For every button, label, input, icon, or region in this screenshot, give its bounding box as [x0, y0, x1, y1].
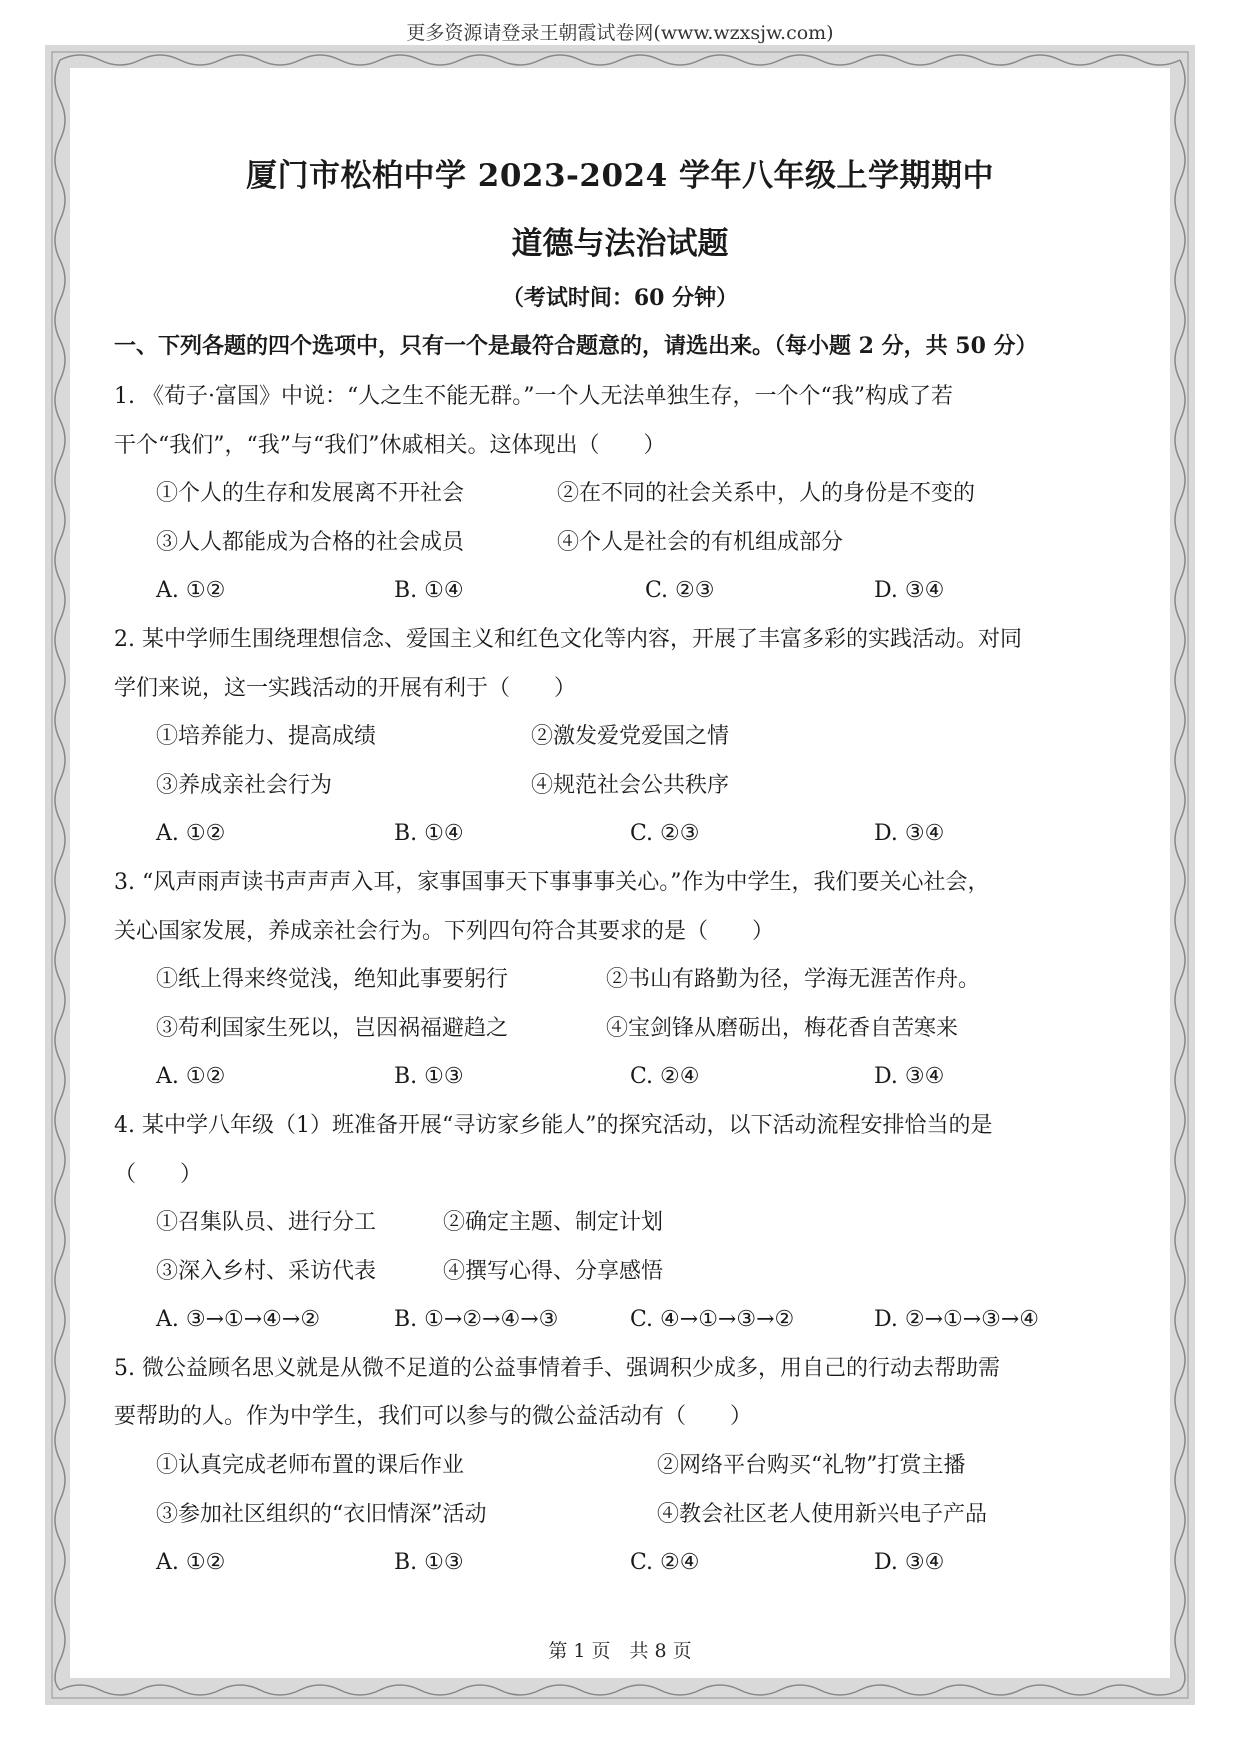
choice-row [114, 1539, 1128, 1588]
statement-row [114, 762, 1128, 811]
statement-item: ①个人的生存和发展离不开社会 [156, 481, 465, 507]
choice-row [114, 1053, 1128, 1102]
exam-time: （考试时间：60 分钟） [501, 285, 739, 311]
statement-item: ③参加社区组织的“衣旧情深”活动 [156, 1501, 487, 1527]
choice-b[interactable]: B. ①④ [394, 578, 464, 604]
statement-item: ③苟利国家生死以，岂因祸福避趋之 [156, 1015, 509, 1041]
choice-a[interactable]: A. ①② [156, 1550, 226, 1576]
statement-item: ④教会社区老人使用新兴电子产品 [657, 1501, 988, 1527]
section-heading: 一、下列各题的四个选项中，只有一个是最符合题意的，请选出来。（每小题 2 分，共 50 分） [114, 333, 1038, 359]
statement-row [114, 1199, 1128, 1248]
choice-row [114, 1296, 1128, 1345]
exam-title: 厦门市松柏中学 2023-2024 学年八年级上学期期中 [245, 158, 994, 194]
choice-c[interactable]: C. ②④ [630, 1550, 700, 1576]
choice-c[interactable]: C. ②④ [630, 1064, 700, 1090]
statement-item: ②激发爱党爱国之情 [531, 724, 730, 750]
choice-c[interactable]: C. ②③ [630, 821, 700, 847]
statement-item: ④个人是社会的有机组成部分 [557, 529, 844, 555]
choice-a[interactable]: A. ①② [156, 578, 226, 604]
statement-item: ②网络平台购买“礼物”打赏主播 [657, 1453, 966, 1479]
statement-item: ②确定主题、制定计划 [443, 1210, 664, 1236]
exam-subject-title: 道德与法治试题 [511, 226, 729, 262]
choice-d[interactable]: D. ③④ [874, 578, 945, 604]
statement-row [114, 956, 1128, 1005]
statement-row [114, 1442, 1128, 1491]
choice-b[interactable]: B. ①③ [394, 1550, 464, 1576]
statement-item: ②书山有路勤为径，学海无涯苦作舟。 [606, 967, 981, 993]
statement-item: ①认真完成老师布置的课后作业 [156, 1453, 465, 1479]
question-stem: 5. 微公益顾名思义就是从微不足道的公益事情着手、强调积少成多，用自己的行动去帮助需 [114, 1355, 1000, 1381]
statement-item: ①纸上得来终觉浅，绝知此事要躬行 [156, 967, 509, 993]
choice-d[interactable]: D. ②→①→③→④ [874, 1307, 1040, 1333]
statement-row [114, 519, 1128, 568]
watermark-text: 更多资源请登录王朝霞试卷网(www.wzxsjw.com) [406, 22, 834, 44]
choice-c[interactable]: C. ②③ [645, 578, 715, 604]
choice-row [114, 567, 1128, 616]
question-stem: 要帮助的人。作为中学生，我们可以参与的微公益活动有（ ） [114, 1404, 753, 1430]
statement-item: ②在不同的社会关系中，人的身份是不变的 [557, 481, 976, 507]
statement-item: ④撰写心得、分享感悟 [443, 1258, 664, 1284]
question [114, 373, 1128, 616]
choice-a[interactable]: A. ③→①→④→② [156, 1307, 321, 1333]
question [114, 1345, 1128, 1588]
choice-row [114, 810, 1128, 859]
choice-c[interactable]: C. ④→①→③→② [630, 1307, 795, 1333]
choice-a[interactable]: A. ①② [156, 821, 226, 847]
statement-row [114, 470, 1128, 519]
choice-d[interactable]: D. ③④ [874, 821, 945, 847]
choice-d[interactable]: D. ③④ [874, 1550, 945, 1576]
question [114, 616, 1128, 859]
question [114, 1102, 1128, 1345]
choice-b[interactable]: B. ①③ [394, 1064, 464, 1090]
choice-b[interactable]: B. ①④ [394, 821, 464, 847]
question [114, 859, 1128, 1102]
statement-row [114, 1491, 1128, 1540]
question-stem: 1. 《荀子·富国》中说：“人之生不能无群。”一个人无法单独生存，一个个“我”构成了若 [114, 384, 953, 409]
question-stem: 干个“我们”，“我”与“我们”休戚相关。这体现出（ ） [114, 432, 666, 458]
question-stem: 2. 某中学师生围绕理想信念、爱国主义和红色文化等内容，开展了丰富多彩的实践活动。对同 [114, 626, 1022, 652]
page-number: 第 1 页 共 8 页 [548, 1640, 692, 1662]
statement-item: ④规范社会公共秩序 [531, 772, 730, 798]
statement-row [114, 1248, 1128, 1297]
choice-a[interactable]: A. ①② [156, 1064, 226, 1090]
question-stem: 关心国家发展，养成亲社会行为。下列四句符合其要求的是（ ） [114, 918, 775, 944]
statement-row [114, 1005, 1128, 1054]
statement-item: ④宝剑锋从磨砺出，梅花香自苦寒来 [606, 1015, 959, 1041]
statement-item: ③深入乡村、采访代表 [156, 1258, 377, 1284]
choice-b[interactable]: B. ①→②→④→③ [394, 1307, 559, 1333]
statement-item: ③养成亲社会行为 [156, 772, 333, 798]
questions-container [114, 373, 1128, 1588]
question-stem: 4. 某中学八年级（1）班准备开展“寻访家乡能人”的探究活动，以下活动流程安排恰当的是 [114, 1112, 993, 1138]
statement-item: ①召集队员、进行分工 [156, 1210, 377, 1236]
choice-d[interactable]: D. ③④ [874, 1064, 945, 1090]
statement-item: ①培养能力、提高成绩 [156, 724, 377, 750]
question-stem: （ ） [114, 1161, 203, 1187]
question-stem: 学们来说，这一实践活动的开展有利于（ ） [114, 675, 577, 701]
question-stem: 3. “风声雨声读书声声声入耳，家事国事天下事事事关心。”作为中学生，我们要关心社会， [114, 869, 990, 895]
statement-item: ③人人都能成为合格的社会成员 [156, 529, 465, 555]
statement-row [114, 713, 1128, 762]
